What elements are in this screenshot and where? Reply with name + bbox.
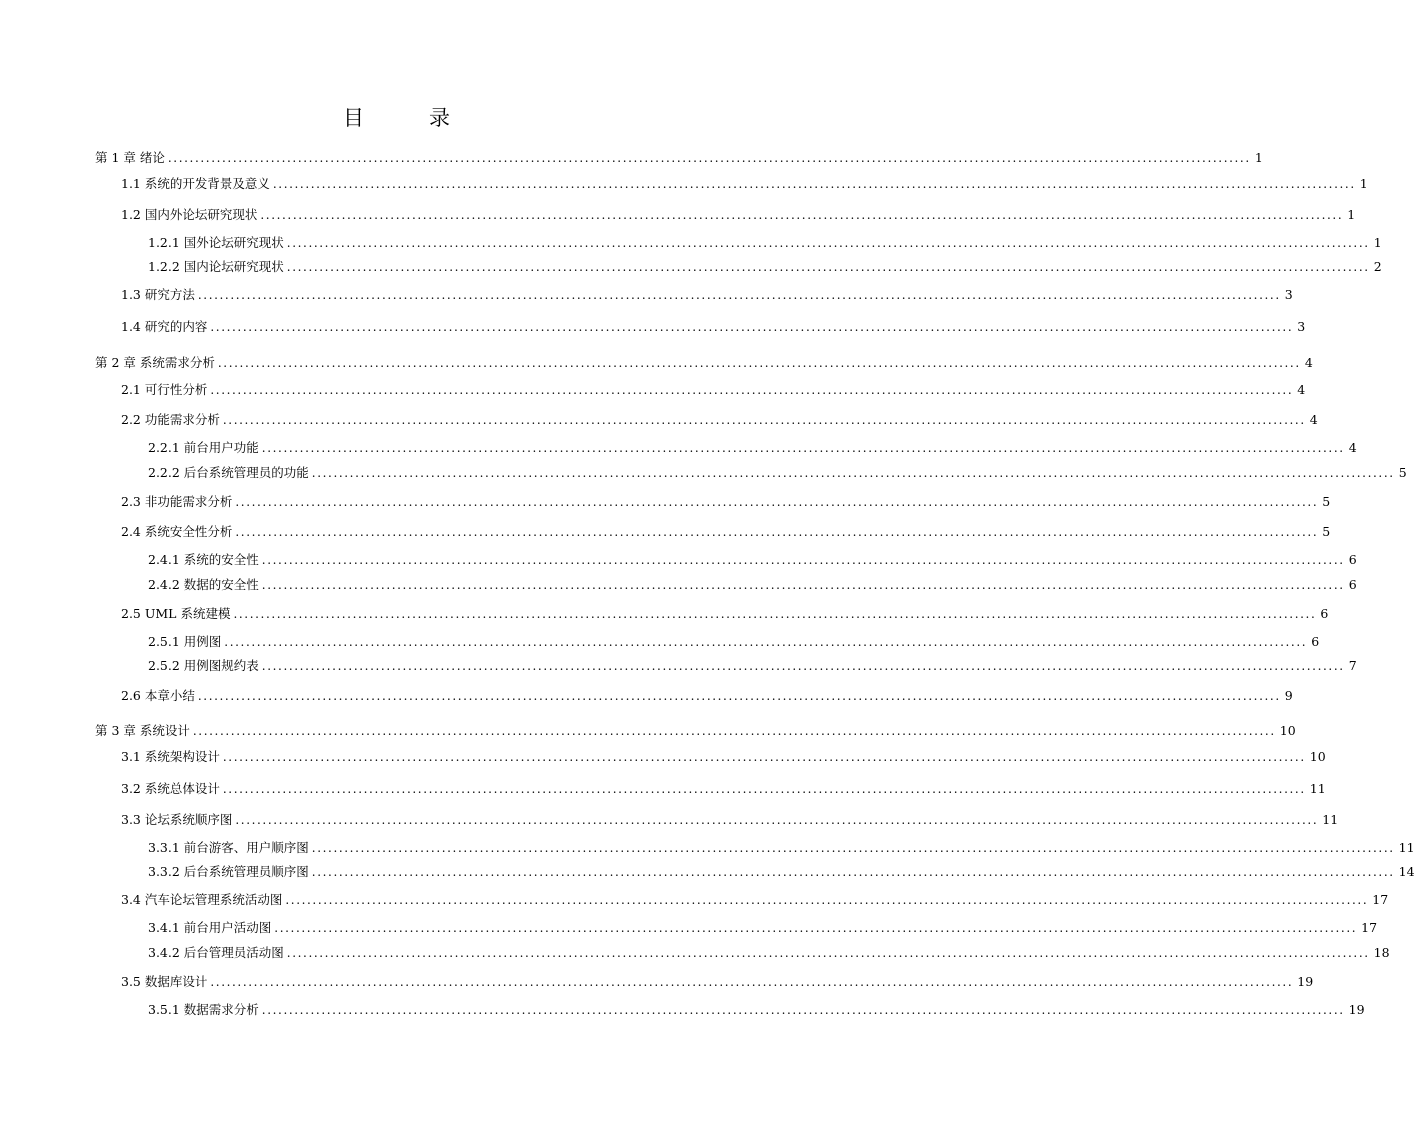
toc-leader-dots: ........................................................................................................................................................................................................ bbox=[286, 260, 1370, 274]
toc-entry[interactable] bbox=[121, 781, 1326, 797]
toc-page-number: 5 bbox=[1322, 494, 1331, 509]
toc-entry-title: 3.4.2 后台管理员活动图 bbox=[148, 945, 284, 960]
toc-entry-title: 2.2.2 后台系统管理员的功能 bbox=[148, 465, 309, 480]
toc-leader-dots: ........................................................................................................................................................................................................ bbox=[224, 635, 1308, 649]
toc-page-number: 4 bbox=[1297, 382, 1306, 397]
toc-entry-title: 3.3 论坛系统顺序图 bbox=[121, 812, 233, 827]
toc-title: 目 录 bbox=[343, 106, 472, 130]
toc-page-number: 19 bbox=[1348, 1002, 1365, 1017]
toc-page-number: 18 bbox=[1373, 945, 1390, 960]
toc-entry-title: 3.4.1 前台用户活动图 bbox=[148, 920, 272, 935]
toc-entry-title: 2.5 UML 系统建模 bbox=[121, 606, 231, 621]
toc-entry[interactable] bbox=[121, 207, 1356, 223]
toc-leader-dots: ........................................................................................................................................................................................................ bbox=[260, 208, 1344, 222]
toc-entry[interactable] bbox=[121, 606, 1329, 622]
toc-entry-title: 第 1 章 绪论 bbox=[95, 150, 165, 165]
toc-entry-title: 3.3.2 后台系统管理员顺序图 bbox=[148, 864, 309, 879]
toc-entry[interactable] bbox=[121, 524, 1331, 540]
toc-entry[interactable] bbox=[121, 812, 1339, 828]
toc-entry-title: 3.2 系统总体设计 bbox=[121, 781, 220, 796]
toc-entry[interactable] bbox=[148, 465, 1407, 481]
toc-entry-title: 3.3.1 前台游客、用户顺序图 bbox=[148, 840, 309, 855]
toc-page-number: 11 bbox=[1309, 781, 1326, 796]
toc-leader-dots: ........................................................................................................................................................................................................ bbox=[261, 441, 1345, 455]
toc-entry[interactable] bbox=[121, 319, 1306, 335]
toc-entry-title: 3.5 数据库设计 bbox=[121, 974, 208, 989]
toc-page-number: 19 bbox=[1297, 974, 1314, 989]
toc-page-number: 1 bbox=[1359, 176, 1368, 191]
toc-entry[interactable] bbox=[148, 440, 1357, 456]
toc-leader-dots: ........................................................................................................................................................................................................ bbox=[167, 151, 1251, 165]
toc-entry-title: 1.1 系统的开发背景及意义 bbox=[121, 176, 270, 191]
toc-leader-dots: ........................................................................................................................................................................................................ bbox=[311, 841, 1395, 855]
toc-entry[interactable] bbox=[148, 235, 1382, 251]
toc-page-number: 5 bbox=[1398, 465, 1407, 480]
toc-page-number: 11 bbox=[1398, 840, 1415, 855]
toc-entry-title: 2.5.1 用例图 bbox=[148, 634, 222, 649]
toc-leader-dots: ........................................................................................................................................................................................................ bbox=[261, 1003, 1345, 1017]
toc-page-number: 2 bbox=[1373, 259, 1382, 274]
toc-leader-dots: ........................................................................................................................................................................................................ bbox=[210, 320, 1294, 334]
toc-entry-title: 2.4.2 数据的安全性 bbox=[148, 577, 259, 592]
toc-entry-title: 2.2.1 前台用户功能 bbox=[148, 440, 259, 455]
toc-entry[interactable] bbox=[148, 259, 1382, 275]
toc-entry[interactable] bbox=[148, 577, 1357, 593]
toc-leader-dots: ........................................................................................................................................................................................................ bbox=[285, 893, 1369, 907]
toc-page-number: 3 bbox=[1284, 287, 1293, 302]
toc-entry[interactable] bbox=[148, 634, 1320, 650]
toc-entry-title: 3.5.1 数据需求分析 bbox=[148, 1002, 259, 1017]
toc-leader-dots: ........................................................................................................................................................................................................ bbox=[235, 495, 1319, 509]
toc-leader-dots: ........................................................................................................................................................................................................ bbox=[222, 782, 1306, 796]
toc-entry[interactable] bbox=[95, 150, 1263, 166]
toc-entry-title: 1.2.1 国外论坛研究现状 bbox=[148, 235, 284, 250]
toc-page-number: 6 bbox=[1320, 606, 1329, 621]
toc-entry-title: 1.4 研究的内容 bbox=[121, 319, 208, 334]
toc-page-number: 10 bbox=[1279, 723, 1296, 738]
toc-page-number: 5 bbox=[1322, 524, 1331, 539]
toc-entry-title: 3.1 系统架构设计 bbox=[121, 749, 220, 764]
toc-entry-title: 2.3 非功能需求分析 bbox=[121, 494, 233, 509]
toc-entry-title: 2.4 系统安全性分析 bbox=[121, 524, 233, 539]
toc-page-number: 4 bbox=[1309, 412, 1318, 427]
toc-entry[interactable] bbox=[148, 945, 1390, 961]
toc-page-number: 6 bbox=[1311, 634, 1320, 649]
toc-page-number: 4 bbox=[1304, 355, 1313, 370]
toc-leader-dots: ........................................................................................................................................................................................................ bbox=[286, 236, 1370, 250]
toc-entry-title: 第 3 章 系统设计 bbox=[95, 723, 190, 738]
toc-leader-dots: ........................................................................................................................................................................................................ bbox=[233, 607, 1317, 621]
toc-leader-dots: ........................................................................................................................................................................................................ bbox=[217, 356, 1301, 370]
toc-page-number: 10 bbox=[1309, 749, 1326, 764]
toc-entry[interactable] bbox=[121, 892, 1389, 908]
toc-entry-title: 3.4 汽车论坛管理系统活动图 bbox=[121, 892, 283, 907]
toc-entry[interactable] bbox=[121, 749, 1326, 765]
toc-entry[interactable] bbox=[95, 355, 1313, 371]
toc-entry[interactable] bbox=[148, 840, 1415, 856]
toc-entry-title: 第 2 章 系统需求分析 bbox=[95, 355, 215, 370]
toc-entry-title: 2.5.2 用例图规约表 bbox=[148, 658, 259, 673]
toc-entry[interactable] bbox=[95, 723, 1296, 739]
toc-leader-dots: ........................................................................................................................................................................................................ bbox=[261, 578, 1345, 592]
toc-entry-title: 1.2.2 国内论坛研究现状 bbox=[148, 259, 284, 274]
toc-leader-dots: ........................................................................................................................................................................................................ bbox=[222, 413, 1306, 427]
toc-leader-dots: ........................................................................................................................................................................................................ bbox=[311, 466, 1395, 480]
toc-page-number: 1 bbox=[1254, 150, 1263, 165]
toc-leader-dots: ........................................................................................................................................................................................................ bbox=[311, 865, 1395, 879]
toc-entry-title: 2.6 本章小结 bbox=[121, 688, 195, 703]
toc-entry[interactable] bbox=[121, 494, 1331, 510]
toc-entry[interactable] bbox=[148, 552, 1357, 568]
toc-page-number: 14 bbox=[1398, 864, 1415, 879]
toc-page-number: 1 bbox=[1373, 235, 1382, 250]
toc-entry[interactable] bbox=[148, 1002, 1365, 1018]
toc-page-number: 1 bbox=[1347, 207, 1356, 222]
toc-entry[interactable] bbox=[121, 412, 1318, 428]
toc-entry[interactable] bbox=[148, 920, 1378, 936]
toc-page-number: 6 bbox=[1348, 577, 1357, 592]
toc-entry[interactable] bbox=[121, 974, 1314, 990]
toc-entry[interactable] bbox=[121, 688, 1293, 704]
toc-entry[interactable] bbox=[148, 864, 1415, 880]
toc-leader-dots: ........................................................................................................................................................................................................ bbox=[261, 659, 1345, 673]
toc-page-number: 4 bbox=[1348, 440, 1357, 455]
toc-leader-dots: ........................................................................................................................................................................................................ bbox=[222, 750, 1306, 764]
toc-leader-dots: ........................................................................................................................................................................................................ bbox=[197, 689, 1281, 703]
toc-page-number: 17 bbox=[1372, 892, 1389, 907]
toc-page-number: 11 bbox=[1322, 812, 1339, 827]
toc-leader-dots: ........................................................................................................................................................................................................ bbox=[235, 813, 1319, 827]
toc-entry-title: 1.3 研究方法 bbox=[121, 287, 195, 302]
toc-entry[interactable] bbox=[148, 658, 1357, 674]
toc-leader-dots: ........................................................................................................................................................................................................ bbox=[197, 288, 1281, 302]
toc-entry[interactable] bbox=[121, 287, 1293, 303]
toc-leader-dots: ........................................................................................................................................................................................................ bbox=[192, 724, 1276, 738]
toc-page-number: 9 bbox=[1284, 688, 1293, 703]
toc-page-number: 17 bbox=[1361, 920, 1378, 935]
toc-entry[interactable] bbox=[121, 176, 1368, 192]
toc-leader-dots: ........................................................................................................................................................................................................ bbox=[272, 177, 1356, 191]
toc-entry-title: 2.4.1 系统的安全性 bbox=[148, 552, 259, 567]
toc-entry-title: 2.1 可行性分析 bbox=[121, 382, 208, 397]
toc-leader-dots: ........................................................................................................................................................................................................ bbox=[286, 946, 1370, 960]
toc-leader-dots: ........................................................................................................................................................................................................ bbox=[261, 553, 1345, 567]
toc-leader-dots: ........................................................................................................................................................................................................ bbox=[235, 525, 1319, 539]
toc-leader-dots: ........................................................................................................................................................................................................ bbox=[274, 921, 1358, 935]
toc-page-number: 6 bbox=[1348, 552, 1357, 567]
toc-entry-title: 2.2 功能需求分析 bbox=[121, 412, 220, 427]
toc-page-number: 7 bbox=[1348, 658, 1357, 673]
toc-leader-dots: ........................................................................................................................................................................................................ bbox=[210, 975, 1294, 989]
toc-entry[interactable] bbox=[121, 382, 1306, 398]
toc-leader-dots: ........................................................................................................................................................................................................ bbox=[210, 383, 1294, 397]
toc-page-number: 3 bbox=[1297, 319, 1306, 334]
toc-entry-title: 1.2 国内外论坛研究现状 bbox=[121, 207, 258, 222]
